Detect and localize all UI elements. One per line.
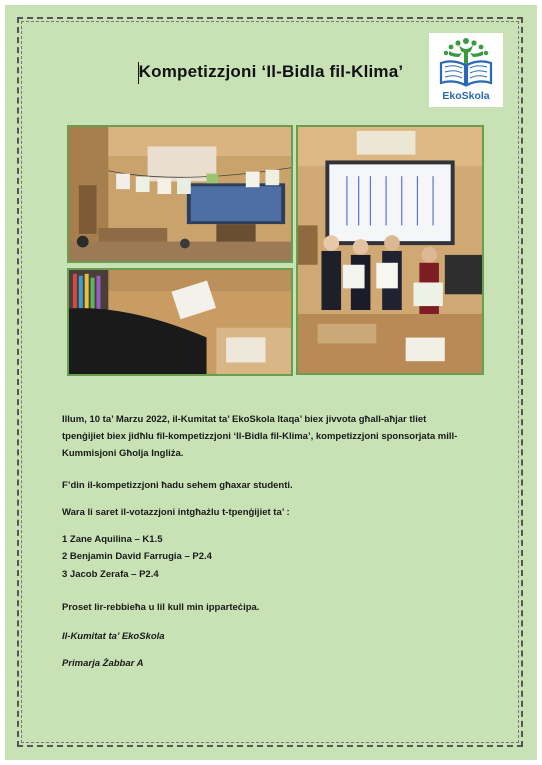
winner-2: 2 Benjamin David Farrugia – P2.4 xyxy=(62,551,212,562)
paragraph-2: F’din il-kompetizzjoni ħadu sehem għaxar studenti. xyxy=(62,480,293,491)
document-page xyxy=(5,5,537,760)
closing-line: Proset lir-rebbieħa u lil kull min ipparteċipa. xyxy=(62,602,260,613)
paragraph-1-line-2: tpenġijiet biex jidħlu fil-kompetizzjoni ‘Il-Bidla fil-Klima’, kompetizzjoni sponsorjata mill- xyxy=(62,431,458,442)
winner-3: 3 Jacob Zerafa – P2.4 xyxy=(62,569,159,580)
paragraph-1-line-1: Illum, 10 ta’ Marzu 2022, il-Kumitat ta’ EkoSkola ltaqa’ biex jivvota għall-aħjar tliet xyxy=(62,414,427,425)
paragraph-3: Wara li saret il-votazzjoni intgħażlu t-tpenġijiet ta’ : xyxy=(62,507,290,518)
paragraph-1-line-3: Kummisjoni Għolja Ingliża. xyxy=(62,448,184,459)
signature-line-2: Primarja Żabbar A xyxy=(62,658,144,669)
photo-classroom-wall xyxy=(67,125,293,263)
ekoskola-logo xyxy=(429,33,503,107)
signature-line-1: Il-Kumitat ta’ EkoSkola xyxy=(62,631,165,642)
photo-students-with-drawings xyxy=(296,125,484,375)
winner-1: 1 Zane Aquilina – K1.5 xyxy=(62,534,163,545)
photo-student-at-desk xyxy=(67,268,293,376)
page-title: Kompetizzjoni ‘Il-Bidla fil-Klima’ xyxy=(138,62,404,81)
logo-text: EkoSkola xyxy=(442,90,490,102)
